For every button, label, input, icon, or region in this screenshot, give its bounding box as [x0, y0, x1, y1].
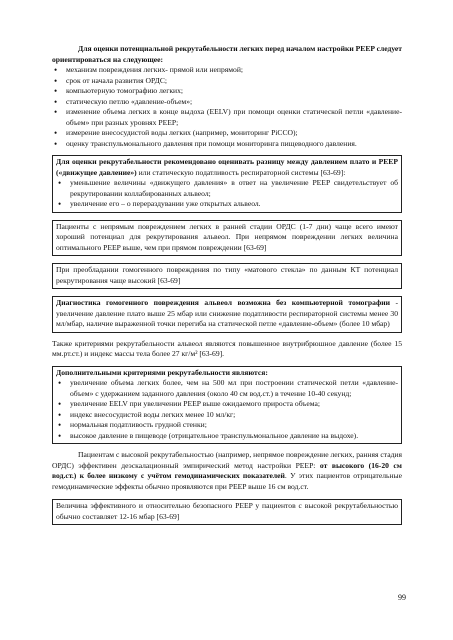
- box-paragraph: Для оценки рекрутабельности рекомендовано оценивать разницу между давлением плато и PEEP («движущее давление») или статическую податливость респираторной системы [63-69]:: [56, 157, 398, 177]
- intro-heading: Для оценки потенциальной рекрутабельности легких перед началом настройки PEEP следует ориентироваться на следующее:: [52, 44, 402, 64]
- diagnostics-box: [52, 296, 402, 333]
- list-item: • измерение внесосудистой воды легких (например, мониторинг PiCCO);: [64, 128, 402, 139]
- box-title: Дополнительными критериями рекрутабельности являются:: [56, 367, 268, 377]
- effective-peep-box: [52, 499, 402, 525]
- box-list: [56, 378, 398, 441]
- list-item: • компьютерную томографию легких;: [64, 86, 402, 97]
- intro-list: [52, 65, 402, 149]
- box-paragraph: При преобладании гомогенного повреждения по типу «матового стекла» по данным КТ потенциал рекрутирования чаще высокий [63-69]: [56, 265, 398, 285]
- box-paragraph: Диагностика гомогенного повреждения альвеол возможна без компьютерной томографии - увеличение давление плато выше 25 мбар или снижение податливости респираторной системы менее 30 мл/мбар, наличие выраженной точки перегиба на статической петле «давление-объем» (более 10 мбар): [56, 298, 398, 328]
- recruitability-assessment-box: [52, 155, 402, 213]
- page-number: 99: [398, 593, 406, 602]
- box-paragraph: Пациенты с непрямым повреждением легких в ранней стадии ОРДС (1-7 дни) чаще всего имеют хороший потенциал для рекрутирования альвеол. При непрямом повреждении легких величина оптимального PEEP выше, чем при прямом повреждении [63-69]: [56, 221, 398, 252]
- list-item: • статическую петлю «давление-объем»;: [64, 97, 402, 108]
- list-item: • увеличение его – о перераздувании уже открытых альвеол.: [68, 199, 398, 210]
- list-item: • механизм повреждения легких- прямой или непрямой;: [64, 65, 402, 76]
- list-item: • срок от начала развития ОРДС;: [64, 76, 402, 87]
- indirect-injury-box: [52, 220, 402, 257]
- document-page: [52, 44, 402, 525]
- box-paragraph: Величина эффективного и относительно безопасного PEEP у пациентов с высокой рекрутабельностью обычно составляет 12-16 мбар [63-69]: [56, 501, 398, 521]
- additional-criteria-box: [52, 366, 402, 445]
- list-item: • индекс внесосудистой воды легких менее 10 мл/кг;: [68, 410, 398, 421]
- list-item: • оценку транспульмонального давления при помощи мониторинга пищеводного давления.: [64, 139, 402, 150]
- deescalation-paragraph: Пациентам с высокой рекрутабельностью (например, непрямое повреждение легких, ранняя стадия ОРДС) эффективен деэскалационный эмпирический метод настройки PEEP: от высокого (16-20 см вод.ст.) к более низкому с учётом гемодинамических показателей. У этих пациентов отрицательные гемодинамические эффекты обычно проявляются при PEEP выше 16 см вод.ст.: [52, 450, 402, 491]
- list-item: • увеличение EELV при увеличении PEEP выше ожидаемого прироста объема;: [68, 399, 398, 410]
- list-item: • увеличение объема легких более, чем на 500 мл при построении статической петли «давление-объем» с удержанием заданного давления (около 40 см вод.ст.) в течение 10-40 секунд;: [68, 378, 398, 399]
- list-item: • уменьшение величины «движущего давления» в ответ на увеличение PEEP свидетельствует об рекрутировании коллабированных альвеол;: [68, 178, 398, 199]
- list-item: • высокое давление в пищеводе (отрицательное транспульмональное давление на выдохе).: [68, 431, 398, 442]
- list-item: • изменение объема легких в конце выдоха (EELV) при помощи оценки статической петли «давление-объем» при разных уровнях PEEP;: [64, 107, 402, 128]
- list-item: • нормальная податливость грудной стенки;: [68, 420, 398, 431]
- criteria-paragraph: Также критериями рекрутабельности альвеол являются повышенное внутрибрюшное давление (более 15 мм.рт.ст.) и индекс массы тела более 27 кг/м² [63-69].: [52, 338, 402, 358]
- ground-glass-box: [52, 263, 402, 289]
- box-list: [56, 178, 398, 210]
